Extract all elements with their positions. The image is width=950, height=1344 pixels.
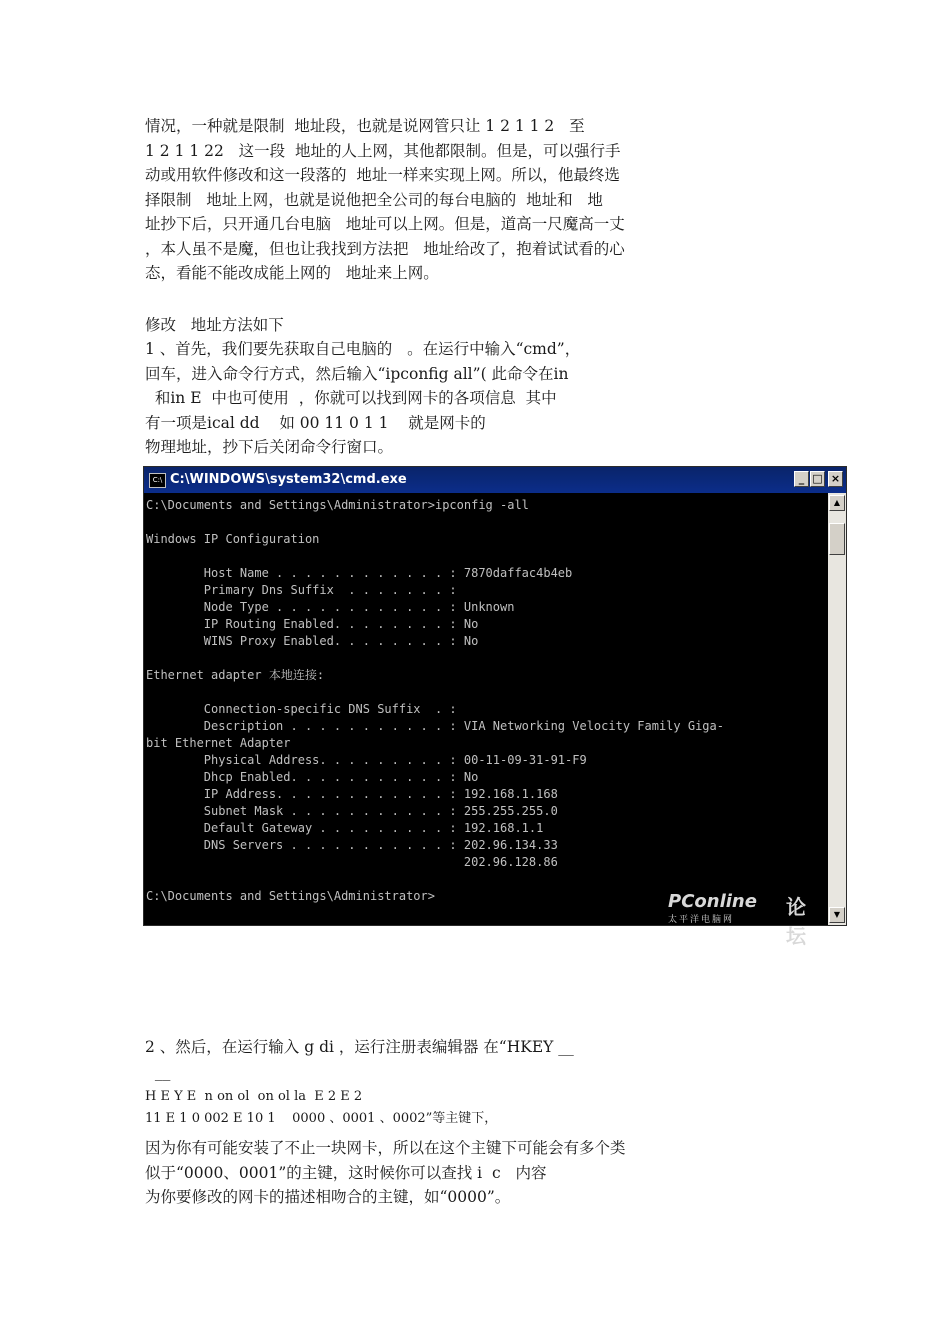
cmd-title: C:\WINDOWS\system32\cmd.exe	[170, 472, 407, 487]
close-button[interactable]: ×	[828, 471, 843, 487]
text-line	[145, 986, 785, 1011]
watermark-subtitle: 太平洋电脑网	[668, 915, 735, 925]
cmd-titlebar	[144, 467, 846, 493]
console-line: Default Gateway . . . . . . . . . : 192.168.1.1	[146, 821, 544, 835]
pconline-watermark	[668, 891, 806, 948]
text-line	[145, 288, 785, 313]
text-line: 似于“0000、0001”的主键，这时候你可以查找 i c 内容	[145, 1163, 547, 1182]
text-line: 情况，一种就是限制 地址段，也就是说网管只让 1 2 1 1 2 至	[145, 117, 585, 135]
console-line: C:\Documents and Settings\Administrator>	[146, 889, 435, 903]
paragraph-step-1	[145, 288, 785, 460]
console-line: Connection-specific DNS Suffix . :	[146, 702, 457, 716]
text-line	[145, 1011, 785, 1036]
console-line: Windows IP Configuration	[146, 532, 320, 546]
text-line: 1 、首先，我们要先获取自己电脑的 。在运行中输入“cmd”，	[145, 340, 581, 358]
watermark-logo: PConline	[668, 891, 757, 912]
paragraph-step-2	[145, 986, 785, 1084]
text-line: 修改 地址方法如下	[145, 315, 284, 334]
console-output	[144, 493, 828, 948]
text-line: 回车，进入命令行方式，然后输入“ipconfig all”( 此命令在in	[145, 364, 569, 383]
console-icon: C:\	[149, 473, 166, 488]
scroll-up-icon[interactable]: ▲	[829, 495, 845, 511]
text-line: 11 E 1 0 002 E 10 1 0000 、0001 、0002”等主键下，	[145, 1111, 498, 1126]
text-line: __	[145, 1062, 171, 1081]
text-line: 2 、然后，在运行输入 g di ，运行注册表编辑器 在“HKEY __	[145, 1038, 574, 1056]
scroll-down-icon[interactable]: ▼	[829, 907, 845, 923]
text-line: ，本人虽不是魔，但也让我找到方法把 地址给改了，抱着试试看的心	[145, 239, 625, 258]
console-line: C:\Documents and Settings\Administrator>ipconfig -all	[146, 498, 529, 512]
console-line: Subnet Mask . . . . . . . . . . . : 255.255.255.0	[146, 804, 558, 818]
text-line: 1 2 1 1 22 这一段 地址的人上网，其他都限制。但是，可以强行手	[145, 141, 621, 160]
paragraph-intro	[145, 114, 785, 286]
console-line: IP Address. . . . . . . . . . . . : 192.168.1.168	[146, 787, 558, 801]
cmd-window-screenshot	[143, 466, 847, 948]
text-line: 因为你有可能安装了不止一块网卡，所以在这个主键下可能会有多个类	[145, 1139, 626, 1157]
console-line: Physical Address. . . . . . . . . : 00-11-09-31-91-F9	[146, 753, 587, 767]
scroll-thumb[interactable]	[829, 523, 845, 555]
text-line: 态，看能不能改成能上网的 地址来上网。	[145, 264, 439, 282]
console-line: bit Ethernet Adapter	[146, 736, 291, 750]
text-line: H E Y E n on ol on ol la E 2 E 2	[145, 1089, 363, 1104]
minimize-button[interactable]: _	[794, 471, 809, 487]
console-line: Ethernet adapter 本地连接:	[146, 668, 325, 682]
console-line: Description . . . . . . . . . . . : VIA Networking Velocity Family Giga-	[146, 719, 724, 733]
console-line: Node Type . . . . . . . . . . . . : Unknown	[146, 600, 515, 614]
watermark-forum: 论坛	[786, 895, 806, 948]
maximize-button[interactable]: □	[810, 471, 825, 487]
console-line: DNS Servers . . . . . . . . . . . : 202.96.134.33	[146, 838, 558, 852]
text-line: 有一项是ical dd 如 00 11 0 1 1 就是网卡的	[145, 413, 486, 432]
text-line: 动或用软件修改和这一段落的 地址一样来实现上网。所以，他最终选	[145, 166, 620, 184]
paragraph-registry-path	[145, 1086, 785, 1130]
paragraph-step-2-cont	[145, 1136, 785, 1210]
console-line: WINS Proxy Enabled. . . . . . . . : No	[146, 634, 479, 648]
text-line: 择限制 地址上网，也就是说他把全公司的每台电脑的 地址和 地	[145, 190, 603, 209]
vertical-scrollbar[interactable]	[828, 493, 846, 925]
text-line: 为你要修改的网卡的描述相吻合的主键，如“0000”。	[145, 1188, 511, 1206]
console-line: Primary Dns Suffix . . . . . . . :	[146, 583, 457, 597]
text-line: 和in E 中也可使用 ，你就可以找到网卡的各项信息 其中	[145, 389, 557, 407]
text-line: 址抄下后，只开通几台电脑 地址可以上网。但是，道高一尺魔高一丈	[145, 215, 625, 233]
text-line: 物理地址，抄下后关闭命令行窗口。	[145, 438, 394, 456]
console-line: Dhcp Enabled. . . . . . . . . . . : No	[146, 770, 479, 784]
console-line: 202.96.128.86	[146, 855, 558, 869]
console-line: IP Routing Enabled. . . . . . . . : No	[146, 617, 479, 631]
console-line: Host Name . . . . . . . . . . . . : 7870daffac4b4eb	[146, 566, 573, 580]
